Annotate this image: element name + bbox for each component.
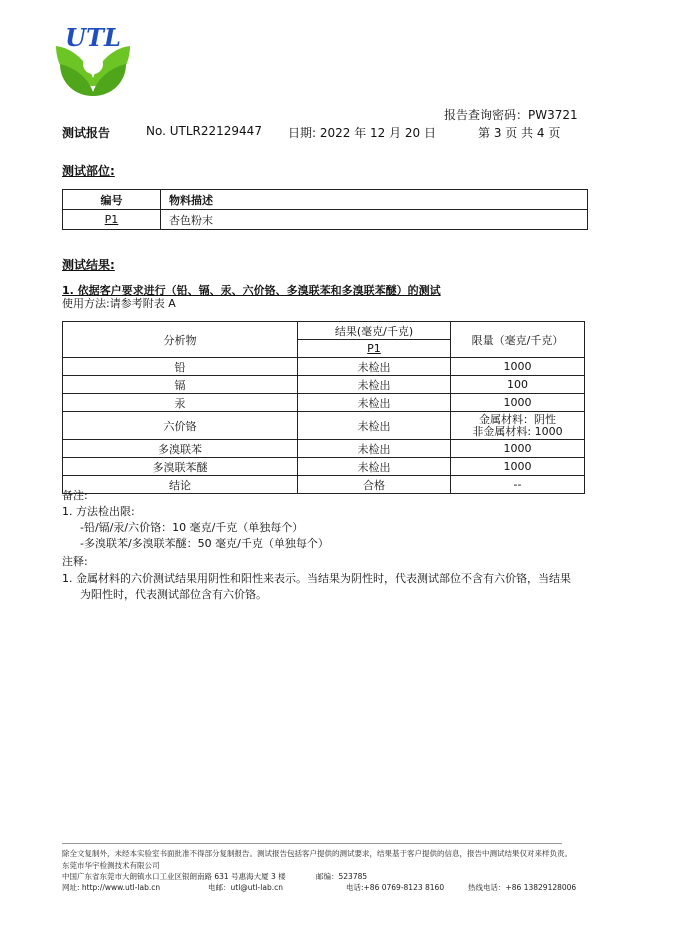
analyte-cell: 多溴联苯 [63, 440, 298, 458]
result-cell: 未检出 [298, 394, 451, 412]
result-cell: 未检出 [298, 376, 451, 394]
test-part-heading: 测试部位: [62, 164, 115, 178]
table-row [63, 412, 585, 440]
column-header-result: 结果(毫克/千克) [298, 322, 451, 340]
report-number: No. UTLR22129447 [146, 124, 262, 138]
limit-cell: 1000 [451, 394, 585, 412]
limit-line: 金属材料：阴性 [479, 412, 556, 426]
query-code: 报告查询密码：PW3721 [444, 108, 578, 122]
test-part-table [62, 189, 588, 230]
analyte-cell: 结论 [63, 476, 298, 494]
section-title: 1. 依据客户要求进行（铅、镉、汞、六价铬、多溴联苯和多溴联苯醚）的测试 [62, 284, 441, 297]
remark-subitem: -铅/镉/汞/六价铬：10 毫克/千克（单独每个） [80, 521, 304, 534]
sample-description: 杏色粉末 [161, 210, 588, 230]
result-cell: 未检出 [298, 358, 451, 376]
column-header-sample: P1 [298, 340, 451, 358]
analyte-cell: 多溴联苯醚 [63, 458, 298, 476]
column-header-analyte: 分析物 [63, 322, 298, 358]
note-line: 1. 金属材料的六价测试结果用阴性和阳性来表示。当结果为阴性时，代表测试部位不含有六价铬，当结果 [62, 572, 571, 585]
analyte-cell: 汞 [63, 394, 298, 412]
footer-address: 中国广东省东莞市大朗镇水口工业区银朗南路 631 号惠海大厦 3 楼 [62, 872, 286, 881]
analyte-cell: 镉 [63, 376, 298, 394]
table-row [63, 476, 585, 494]
result-cell: 未检出 [298, 412, 451, 440]
table-header-row [63, 190, 588, 210]
report-label: 测试报告 [62, 126, 111, 140]
footer-website: 网址: http://www.utl-lab.cn [62, 883, 161, 892]
limit-cell: 1000 [451, 458, 585, 476]
table-row [63, 440, 585, 458]
footer-disclaimer: 除全文复制外，未经本实验室书面批准不得部分复制报告。测试报告包括客户提供的测试要求，结果基于客户提供的信息，报告中测试结果仅对来样负责。 [62, 849, 572, 858]
result-cell: 未检出 [298, 458, 451, 476]
footer-phone: 电话:+86 0769-8123 8160 [346, 883, 445, 892]
limit-cell [451, 412, 585, 440]
remarks-heading: 备注: [62, 489, 88, 502]
footer-company: 东莞市华宇检测技术有限公司 [62, 861, 160, 870]
table-row [63, 210, 588, 230]
result-cell: 合格 [298, 476, 451, 494]
method-text: 使用方法:请参考附表 A [62, 297, 176, 310]
table-row [63, 358, 585, 376]
table-row [63, 394, 585, 412]
table-header-row [63, 322, 585, 340]
column-header: 编号 [63, 190, 161, 210]
sample-id: P1 [63, 210, 161, 230]
footer-postcode: 邮编：523785 [316, 872, 368, 881]
limit-cell: 1000 [451, 358, 585, 376]
analyte-cell: 铅 [63, 358, 298, 376]
utl-logo [50, 16, 136, 102]
remark-item: 1. 方法检出限: [62, 505, 135, 518]
notes-heading: 注释: [62, 555, 88, 568]
limit-cell: 100 [451, 376, 585, 394]
limit-cell: 1000 [451, 440, 585, 458]
table-row [63, 458, 585, 476]
analyte-cell: 六价铬 [63, 412, 298, 440]
results-table [62, 321, 585, 494]
note-line: 为阳性时，代表测试部位含有六价铬。 [80, 588, 267, 601]
column-header-limit: 限量（毫克/千克） [451, 322, 585, 358]
result-cell: 未检出 [298, 440, 451, 458]
table-row [63, 376, 585, 394]
limit-line: 非金属材料: 1000 [472, 424, 563, 438]
footer-divider [62, 843, 562, 844]
column-header: 物料描述 [161, 190, 588, 210]
svg-text:UTL: UTL [65, 23, 121, 52]
report-date: 日期: 2022 年 12 月 20 日 [288, 126, 437, 140]
results-heading: 测试结果: [62, 258, 115, 272]
footer-hotline: 热线电话：+86 13829128006 [468, 883, 577, 892]
footer-email: 电邮：utl@utl-lab.cn [208, 883, 283, 892]
remark-subitem: -多溴联苯/多溴联苯醚：50 毫克/千克（单独每个） [80, 537, 329, 550]
limit-cell: -- [451, 476, 585, 494]
page-indicator: 第 3 页 共 4 页 [478, 126, 561, 140]
